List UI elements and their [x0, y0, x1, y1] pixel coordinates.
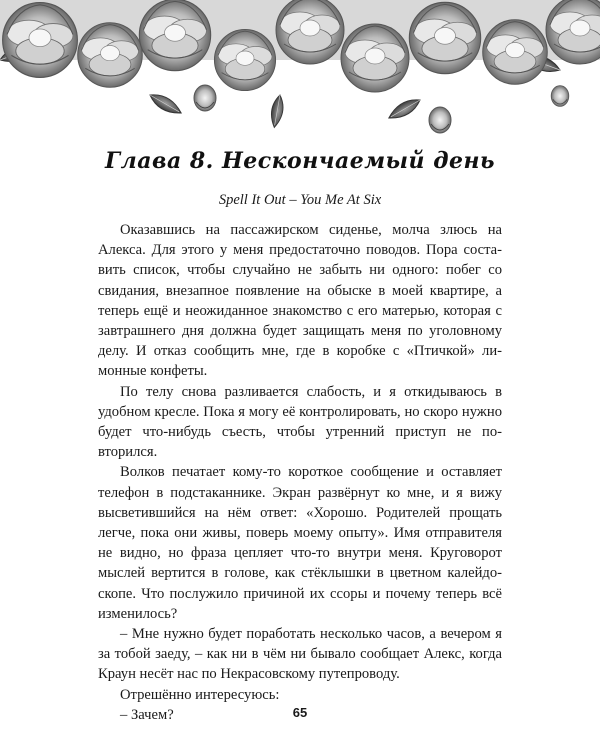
paragraph: Оказавшись на пассажирском сиденье, молча злюсь на Алекса. Для этого у меня предостаточно поводов. Пора составить список, чтобы случайно не забыть ни одного: побег со свидания, внезапное появление на обыске в моей квартире, а теперь ещё и неожиданное знакомство с его матерью, которая с завтрашнего дня должна будет защищать меня по уголовному делу. И отказ сообщить мне, где в коробке с «Птичкой» лимонные конфеты.: [98, 222, 502, 380]
page-number: 65: [292, 705, 308, 720]
floral-header-illustration: [0, 0, 600, 138]
epigraph: Spell It Out – You Me At Six: [218, 192, 382, 208]
paragraph: По телу снова разливается слабость, и я откидываюсь в удобном кресле. Пока я могу её контролировать, но скоро нужно будет что-нибудь съесть, чтобы утренний приступ не повторился.: [98, 383, 502, 461]
chapter-title: Глава 8. Нескончаемый день: [104, 148, 496, 174]
peony-border-icon: [0, 0, 600, 138]
body-text: [98, 220, 502, 725]
paragraph: – Мне нужно будет поработать несколько часов, а вечером я за тобой заеду, – как ни в чём ни бывало сообщает Алекс, когда Краун несёт нас по Некрасовскому путепроводу.: [98, 626, 502, 683]
paragraph: Волков печатает кому-то короткое сообщение и оставляет телефон в подстаканнике. Экран развёрнут ко мне, и я вижу высветившийся на нём ответ: «Хорошо. Родителей прощать легче, пока они живы, поверь моему опыту». Имя отправителя не видно, но фраза цепляет что-то внутри меня. Круговорот мыслей вертится в голове, как стёклышки в цветном калейдоскопе. Что послужило причиной их ссоры и почему теперь всё изменилось?: [98, 464, 502, 622]
paragraph: Отрешённо интересуюсь:: [120, 686, 280, 703]
paragraph: – Зачем?: [120, 706, 174, 723]
